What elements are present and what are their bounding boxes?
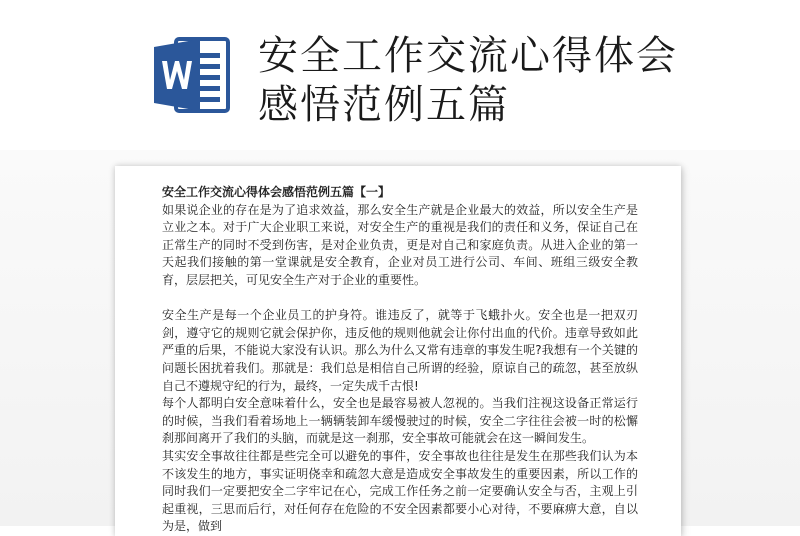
document-body: [162, 184, 638, 536]
paragraph: 安全生产是每一个企业员工的护身符。谁违反了，就等于飞蛾扑火。安全也是一把双刃剑，遵守它的规则它就会保护你，违反他的规则他就会让你付出血的代价。违章导致如此严重的后果，不能说大家没有认识。那么为什么又常有违章的事发生呢?我想有一个关键的问题长困扰着我们。那就是：我们总是相信自己所谓的经验，原谅自己的疏忽，甚至放纵自己不遵规守纪的行为，最终，一定失成千古恨!: [162, 308, 638, 393]
paragraph-spacer: [162, 290, 638, 308]
header: [0, 0, 800, 160]
document-heading: 安全工作交流心得体会感悟范例五篇【一】: [162, 185, 391, 199]
paragraph: 其实安全事故往往都是些完全可以避免的事件，安全事故也往往是发生在那些我们认为本不该发生的地方，事实证明侥幸和疏忽大意是造成安全事故发生的重要因素，所以工作的同时我们一定要把安全二字牢记在心，完成工作任务之前一定要确认安全与否，主观上引起重视，三思而后行，对任何存在危险的不安全因素都要小心对待，不要麻痹大意，自以为是，做到: [162, 448, 638, 534]
paragraph: 如果说企业的存在是为了追求效益，那么安全生产就是企业最大的效益，所以安全生产是立业之本。对于广大企业职工来说，对安全生产的重视是我们的责任和义务，保证自己在正常生产的同时不受到伤害，是对企业负责，更是对自己和家庭负责。从进入企业的第一天起我们接触的第一堂课就是安全教育，企业对员工进行公司、车间、班组三级安全教育，层层把关，可见安全生产对于企业的重要性。: [162, 202, 638, 287]
paragraph: 每个人都明白安全意味着什么，安全也是最容易被人忽视的。当我们注视这设备正常运行的时候，当我们看着场地上一辆辆装卸车缓慢驶过的时候，安全二字往往会被一时的松懈刹那间离开了我们的头脑，而就是这一刹那，安全事故可能就会在这一瞬间发生。: [162, 396, 638, 446]
page-title: 安全工作交流心得体会感悟范例五篇: [258, 33, 678, 128]
word-document-icon: [150, 33, 234, 117]
